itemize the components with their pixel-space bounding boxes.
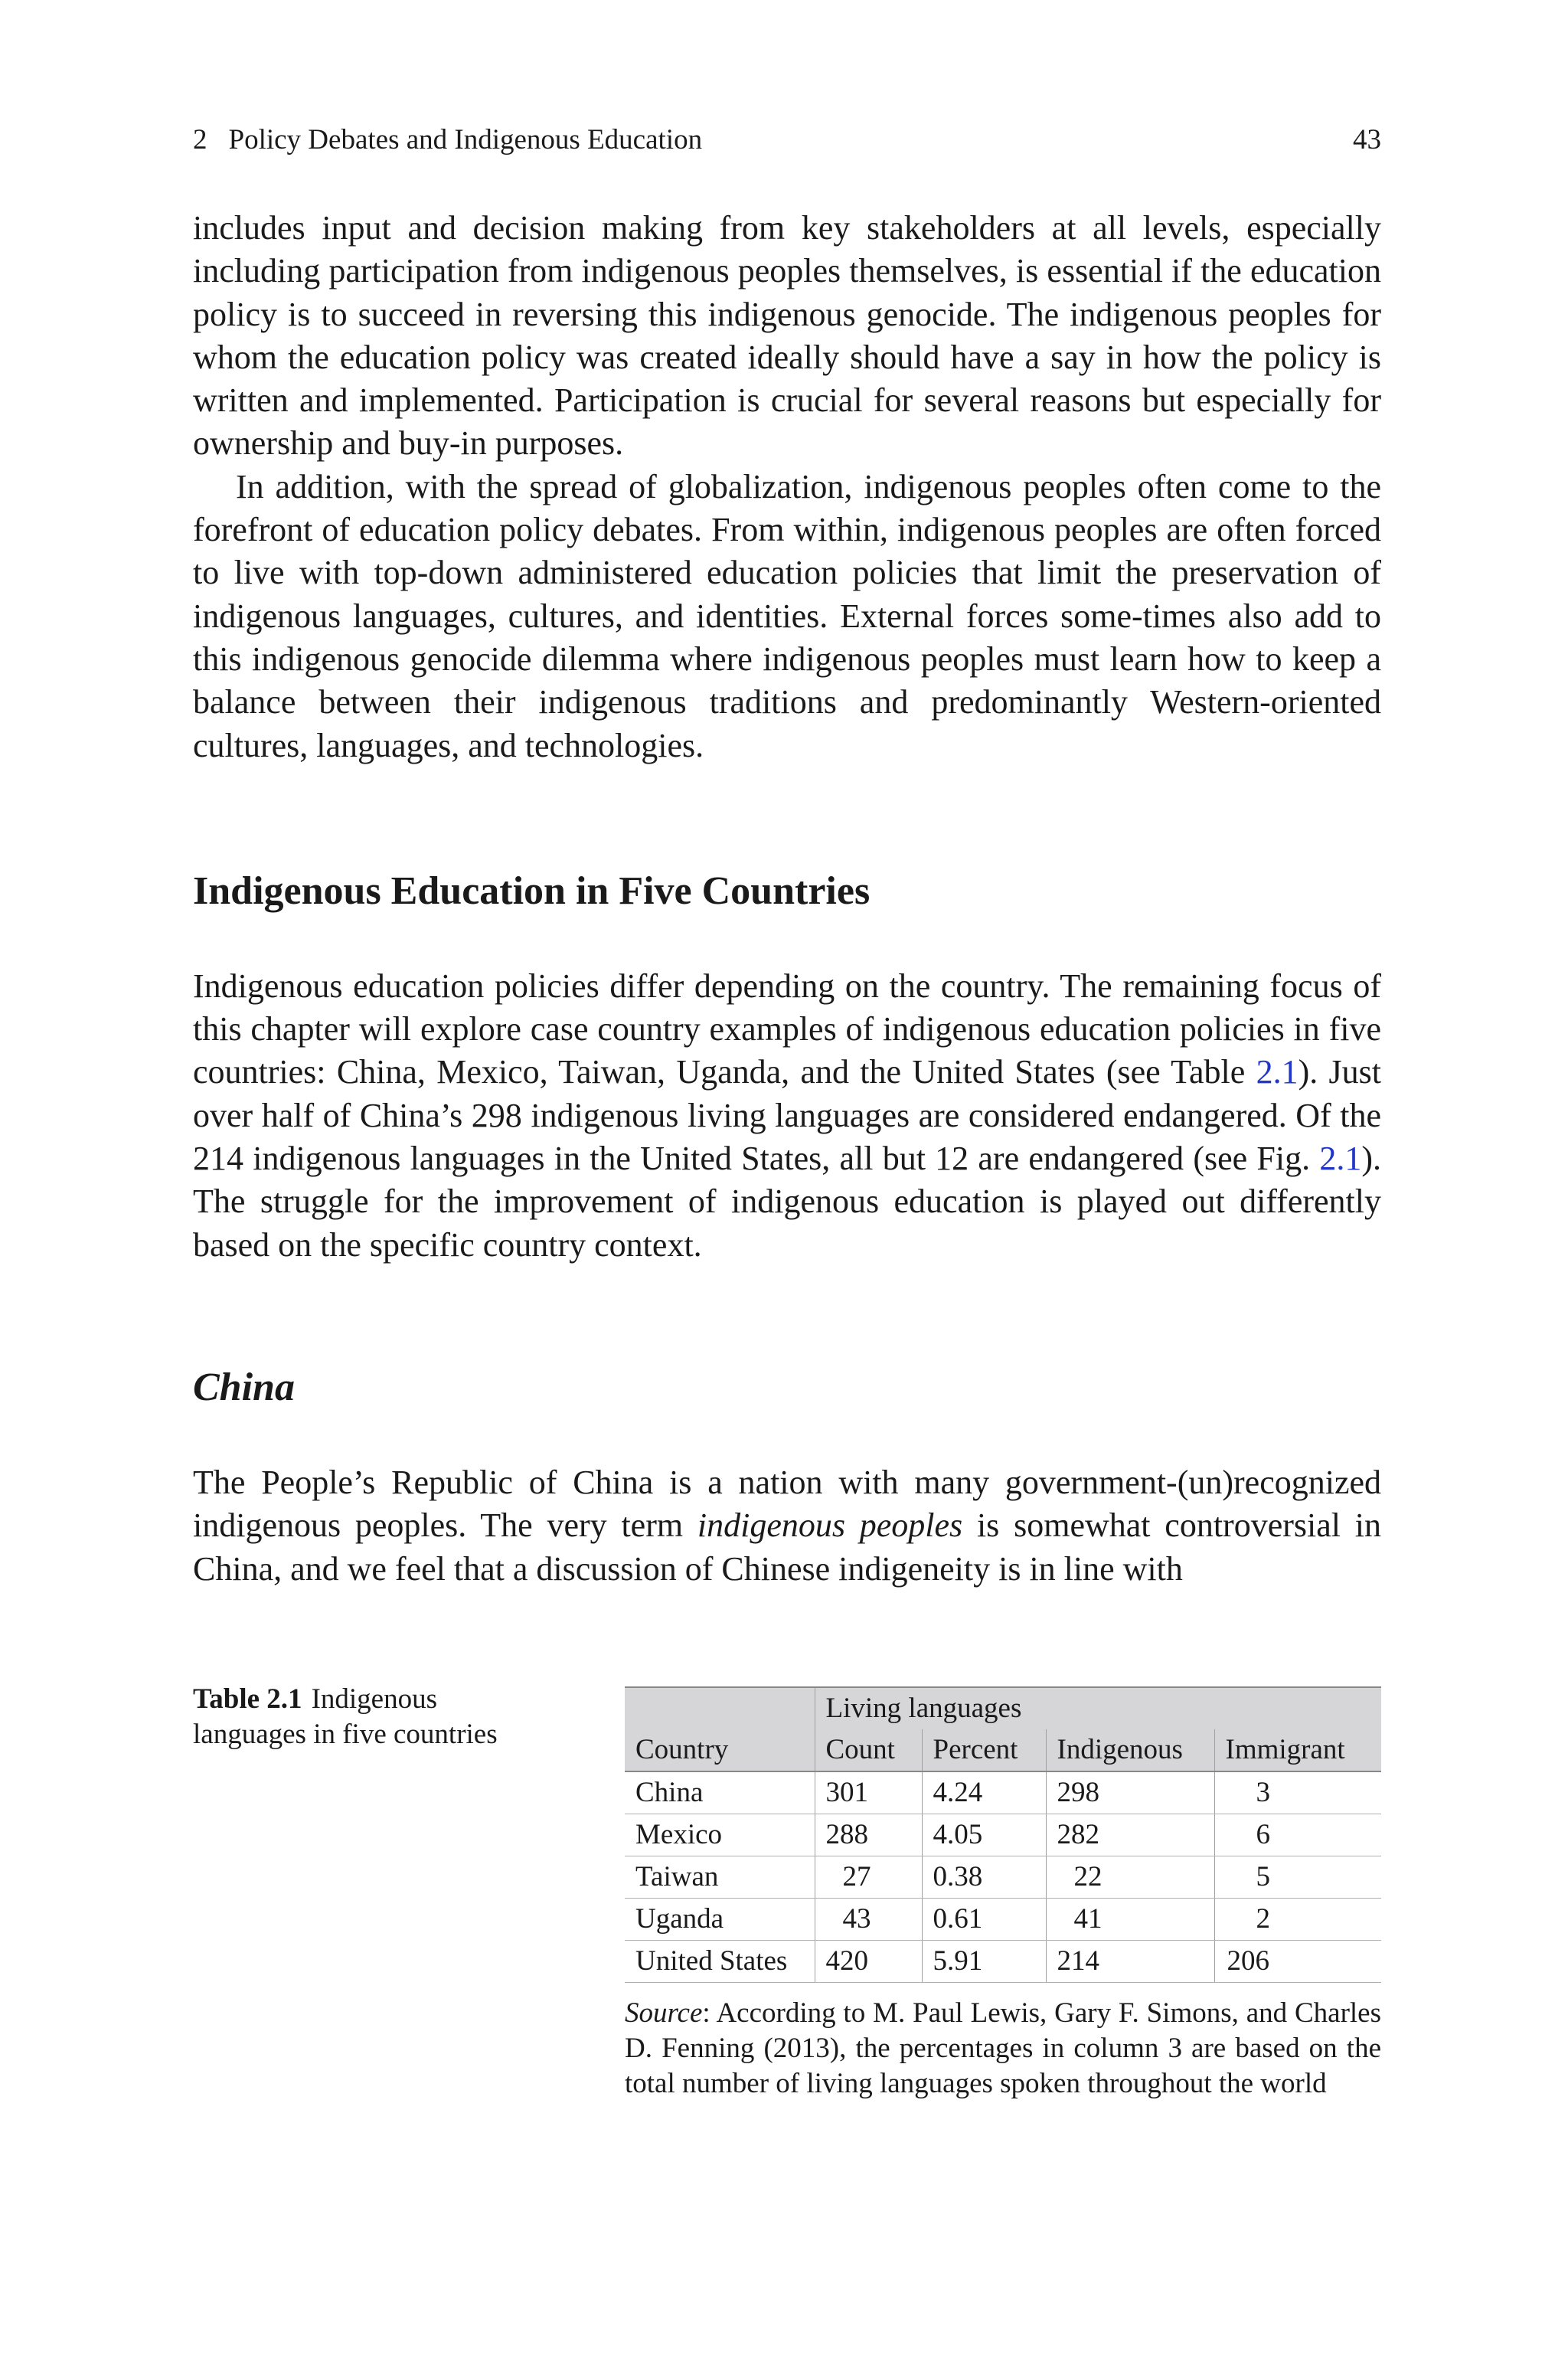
table-cell-count: 420	[815, 1941, 922, 1983]
table-cell-country: China	[625, 1771, 815, 1814]
chapter-number: 2	[193, 124, 207, 155]
table-header-indigenous: Indigenous	[1046, 1729, 1214, 1771]
table-reference-link[interactable]: 2.1	[1256, 1053, 1298, 1091]
table-group-header-row	[625, 1687, 1381, 1729]
table-caption	[193, 1682, 553, 1752]
paragraph-3-part-c: ). The struggle for the improvement of indigenous education is played out differently based on the specific country context.	[193, 1140, 1381, 1264]
chapter-header	[193, 123, 702, 158]
table-header-count: Count	[815, 1729, 922, 1771]
table-row	[625, 1899, 1381, 1941]
table-cell-count: 301	[815, 1771, 922, 1814]
table-cell-immigrant: 2	[1214, 1899, 1381, 1941]
table-header-row	[625, 1729, 1381, 1771]
table-row	[625, 1771, 1381, 1814]
table-cell-count: 27	[815, 1856, 922, 1899]
table-source-label: Source	[625, 1997, 703, 2029]
figure-reference-link[interactable]: 2.1	[1319, 1140, 1362, 1178]
table-group-header: Living languages	[815, 1687, 1381, 1729]
table-cell-country: Uganda	[625, 1899, 815, 1941]
table-cell-indigenous: 298	[1046, 1771, 1214, 1814]
table-cell-indigenous: 41	[1046, 1899, 1214, 1941]
table-cell-percent: 4.24	[922, 1771, 1046, 1814]
paragraph-4-emphasis: indigenous peoples	[697, 1506, 963, 1545]
paragraph-4-part-b: is somewhat controversial in China, and we feel that a discussion of Chinese indigeneity is in line with	[193, 1506, 1381, 1588]
table-source-note	[625, 1996, 1381, 2102]
paragraph-3-part-b: ). Just over half of China’s 298 indigenous living languages are considered endangered. Of the 214 indigenous languages in the United States, all but 12 are endangered (see Fig.	[193, 1053, 1382, 1178]
page-number: 43	[1353, 124, 1381, 155]
table-cell-count: 288	[815, 1814, 922, 1856]
table-caption-text: Indigenous languages in five countries	[193, 1683, 498, 1750]
table-cell-percent: 0.61	[922, 1899, 1046, 1941]
table-header-percent: Percent	[922, 1729, 1046, 1771]
table-cell-percent: 0.38	[922, 1856, 1046, 1899]
paragraph-3-part-a: Indigenous education policies differ depending on the country. The remaining focus of this chapter will explore case country examples of indigenous education policies in five countries: China, Mexico, Taiwan, Uganda, and the United States (see Table	[193, 967, 1381, 1091]
table-cell-immigrant: 5	[1214, 1856, 1381, 1899]
table-row	[625, 1814, 1381, 1856]
section-heading-five-countries: Indigenous Education in Five Countries	[193, 868, 871, 913]
table-cell-indigenous: 282	[1046, 1814, 1214, 1856]
languages-table	[625, 1686, 1381, 1983]
table-header-immigrant: Immigrant	[1214, 1729, 1381, 1771]
paragraph-4-part-a: The People’s Republic of China is a nation with many government-(un)recognized indigenous peoples. The very term	[193, 1463, 1381, 1545]
table-row	[625, 1941, 1381, 1983]
table-cell-country: Mexico	[625, 1814, 815, 1856]
section-heading-china: China	[193, 1365, 295, 1409]
table-cell-country: Taiwan	[625, 1856, 815, 1899]
table-cell-percent: 5.91	[922, 1941, 1046, 1983]
paragraph-1: includes input and decision making from key stakeholders at all levels, especially including participation from indigenous peoples themselves, is essential if the education policy is to succeed in reversing this indigenous genocide. The indigenous peoples for whom the education policy was created ideally should have a say in how the policy is written and implemented. Participation is crucial for several reasons but especially for ownership and buy-in purposes.	[193, 209, 1381, 463]
paragraph-2: In addition, with the spread of globalization, indigenous peoples often come to the forefront of education policy debates. From within, indigenous peoples are often forced to live with top-down administered education policies that limit the preservation of indigenous languages, cultures, and identities. External forces some-times also add to this indigenous genocide dilemma where indigenous peoples must learn how to keep a balance between their indigenous traditions and predominantly Western-oriented cultures, languages, and technologies.	[193, 467, 1381, 764]
table-cell-count: 43	[815, 1899, 922, 1941]
table-header-empty	[625, 1687, 815, 1729]
table-cell-immigrant: 3	[1214, 1771, 1381, 1814]
running-header	[193, 123, 1381, 158]
table-header-country: Country	[625, 1729, 815, 1771]
paragraph-3	[193, 965, 1381, 1267]
chapter-title: Policy Debates and Indigenous Education	[228, 124, 703, 155]
paragraph-4	[193, 1461, 1381, 1591]
table-cell-indigenous: 22	[1046, 1856, 1214, 1899]
table-caption-number: Table 2.1	[193, 1683, 302, 1715]
table-cell-indigenous: 214	[1046, 1941, 1214, 1983]
table-cell-percent: 4.05	[922, 1814, 1046, 1856]
table-cell-immigrant: 206	[1214, 1941, 1381, 1983]
table-cell-country: United States	[625, 1941, 815, 1983]
table-source-text: : According to M. Paul Lewis, Gary F. Simons, and Charles D. Fenning (2013), the percentages in column 3 are based on the total number of living languages spoken throughout the world	[625, 1997, 1381, 2099]
table-row	[625, 1856, 1381, 1899]
table-cell-immigrant: 6	[1214, 1814, 1381, 1856]
page-content	[193, 123, 1381, 1591]
